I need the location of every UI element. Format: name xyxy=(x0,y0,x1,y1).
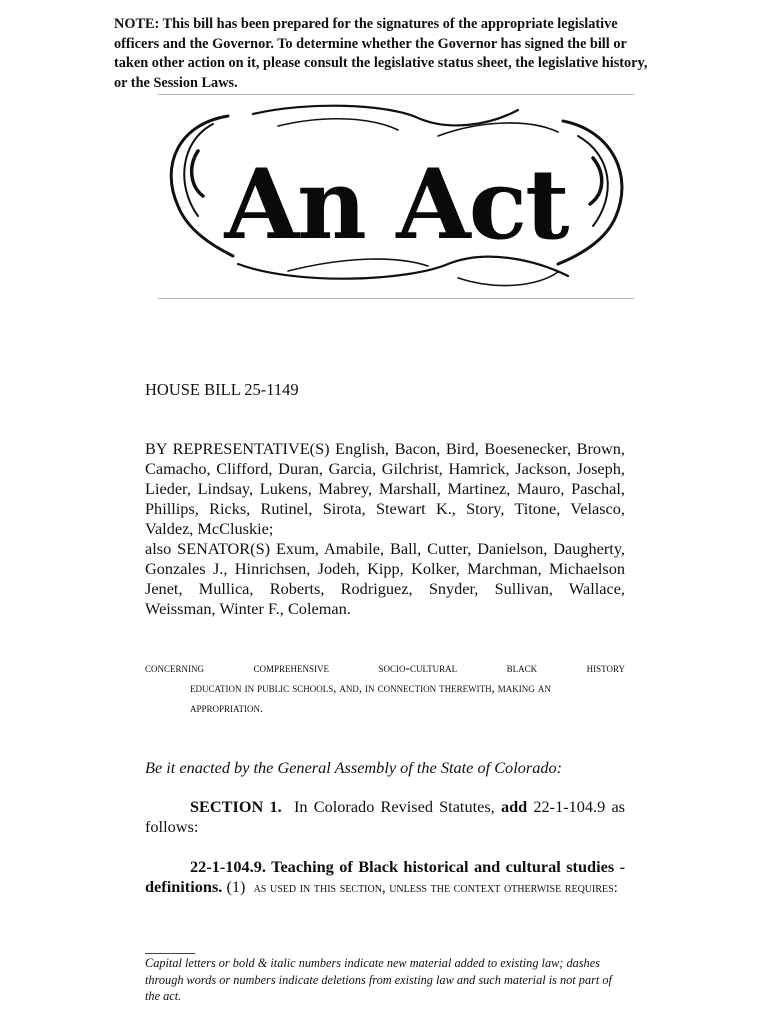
section-22-heading: 22-1-104.9. Teaching of Black historical and cultural studies - definitions. xyxy=(145,857,625,896)
section-1 xyxy=(145,797,625,837)
footnote-rule xyxy=(145,953,195,954)
divider-top xyxy=(158,94,634,95)
divider-bottom xyxy=(158,298,634,299)
bill-title-rest: education in public schools, and, in connection therewith, making an appropriation. xyxy=(190,681,551,715)
section-22-sub: (1) xyxy=(226,877,246,896)
signature-note: NOTE: This bill has been prepared for the signatures of the appropriate legislative officers and the Governor. To determine whether the Governor has signed the bill or taken other action on it, please consult the legislative status sheet, the legislative history, or the Session Laws. xyxy=(114,16,648,91)
section-22-1-104-9 xyxy=(145,857,625,898)
section-1-text-before: In Colorado Revised Statutes, xyxy=(294,797,495,816)
bill-title xyxy=(145,658,625,718)
senators-list: also SENATOR(S) Exum, Amabile, Ball, Cutter, Danielson, Daugherty, Gonzales J., Hinrichsen, Jodeh, Kipp, Kolker, Marchman, Michaelson Jenet, Mullica, Roberts, Rodriguez, Snyder, Sullivan, Wallace, Weissman, Winter F., Coleman. xyxy=(145,539,625,618)
an-act-banner xyxy=(158,96,634,298)
footnote: Capital letters or bold & italic numbers indicate new material added to existing law; dashes through words or numbers indicate deletions from existing law and such material is not part of the act. xyxy=(145,956,612,1003)
representatives-list: BY REPRESENTATIVE(S) English, Bacon, Bird, Boesenecker, Brown, Camacho, Clifford, Duran, Garcia, Gilchrist, Hamrick, Jackson, Joseph, Lieder, Lindsay, Lukens, Mabrey, Marshall, Martinez, Mauro, Paschal, Phillips, Ricks, Rutinel, Sirota, Stewart K., Story, Titone, Velasco, Valdez, McCluskie; xyxy=(145,439,625,538)
section-1-heading: SECTION 1. xyxy=(190,797,282,816)
bill-title-line1: concerning comprehensive socio-cultural black history xyxy=(145,660,625,675)
enacting-clause: Be it enacted by the General Assembly of the State of Colorado: xyxy=(145,758,563,777)
sponsors xyxy=(145,439,625,619)
an-act-flourish xyxy=(158,96,634,298)
bill-number: HOUSE BILL 25-1149 xyxy=(145,380,299,399)
section-22-text: as used in this section, unless the context otherwise requires: xyxy=(253,880,618,896)
an-act-title: An Act xyxy=(224,148,568,261)
section-1-text-after: 22-1-104.9 as follows: xyxy=(145,797,626,836)
section-1-add: add xyxy=(500,797,528,816)
